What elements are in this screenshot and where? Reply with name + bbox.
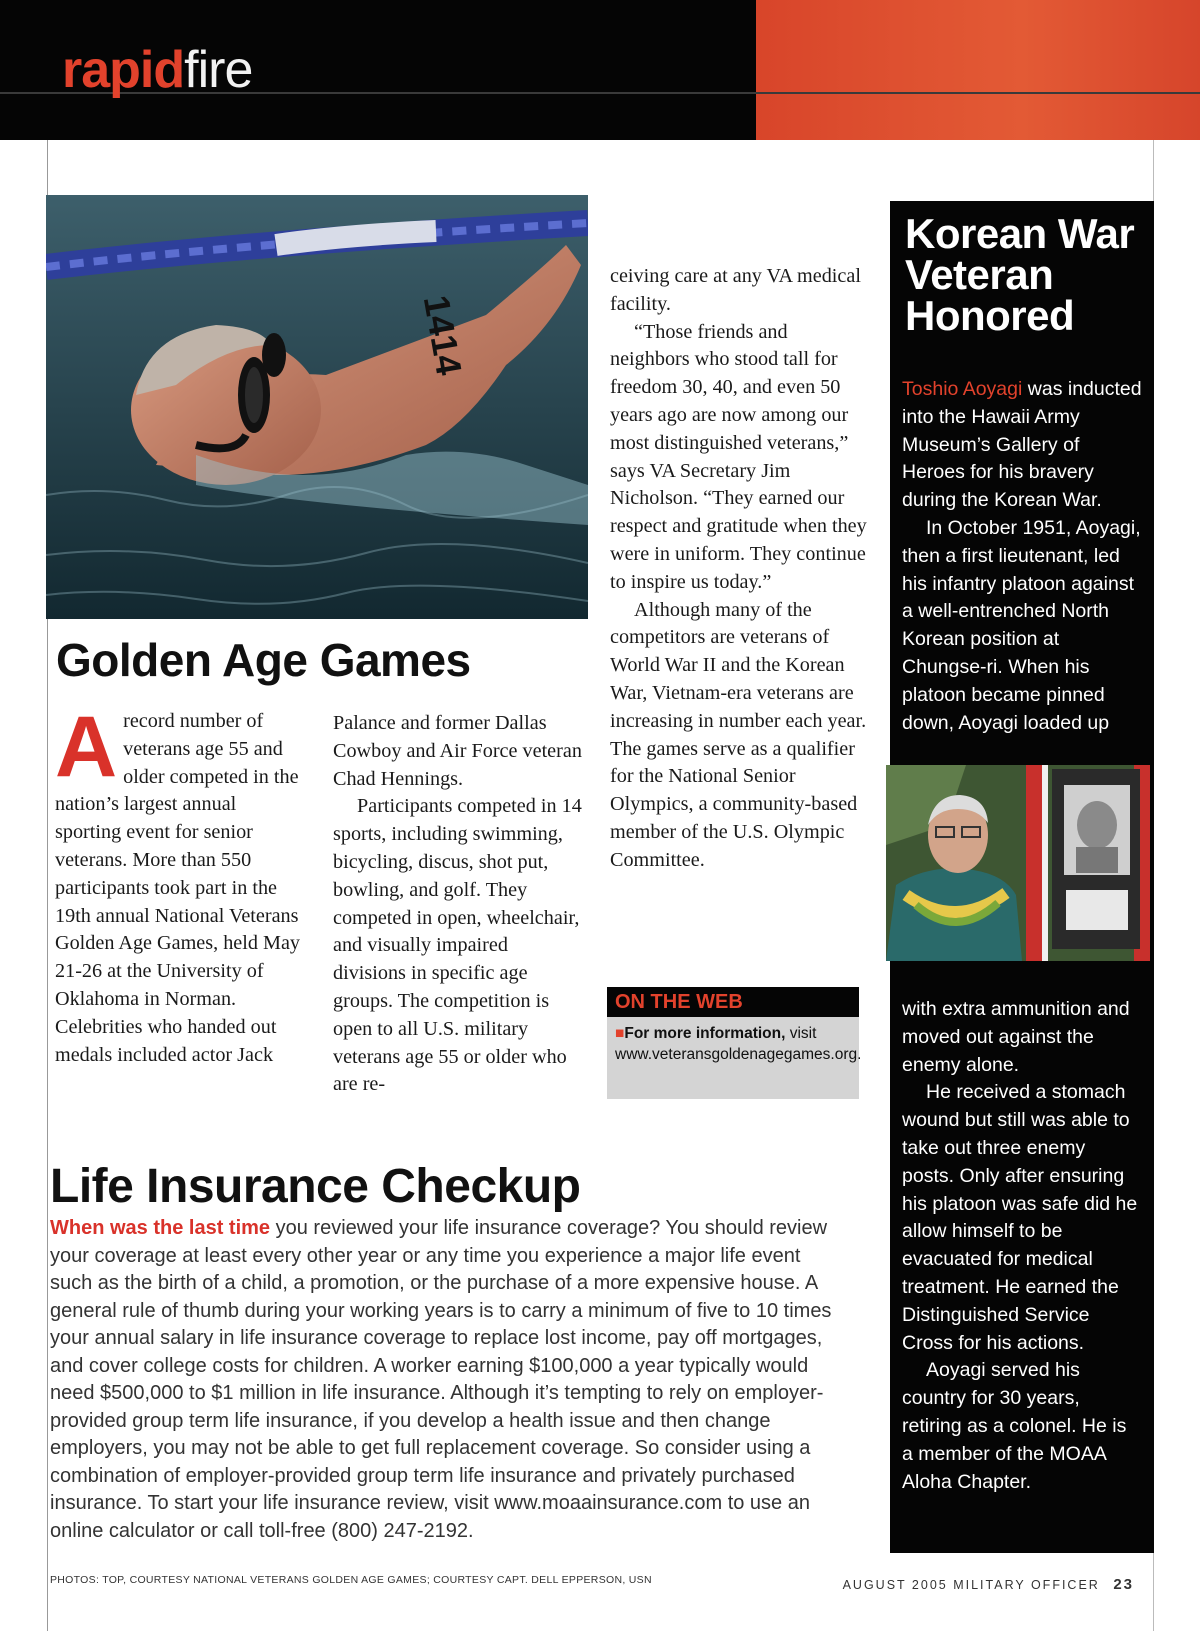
- web-link-text[interactable]: visit www.veteransgoldenagegames.org.: [615, 1025, 862, 1063]
- golden-col2-p2: Participants competed in 14 sports, including swimming, bicycling, discus, shot put, bowling, and golf. They competed in open, wheelchair, and visually impaired divisions in specific age groups. The competition is open to all U.S. military veterans age 55 or older who are re-: [333, 795, 582, 1096]
- korean-p4: He received a stomach wound but still was able to take out three enemy posts. Only after ensuring his platoon was safe did he allow himself to be evacuated for medical treatment. He earned the Distinguished Service Cross for his actions.: [902, 1081, 1138, 1354]
- magazine-name: MILITARY OFFICER: [953, 1578, 1100, 1592]
- section-logo: [62, 40, 252, 100]
- swimmer-photo: [46, 195, 588, 619]
- on-the-web-body: [607, 1017, 862, 1071]
- bullet-square-icon: ■: [615, 1025, 625, 1042]
- logo-rapid: rapid: [62, 41, 185, 99]
- korean-p2: In October 1951, Aoyagi, then a first lieutenant, led his infantry platoon against a well-entrenched North Korean position at Chungse-ri. When his platoon became pinned down, Aoyagi loaded up: [902, 516, 1141, 734]
- aoyagi-illustration: [886, 765, 1150, 961]
- masthead-bar: [0, 0, 1200, 140]
- arm-number: 1414: [415, 292, 471, 379]
- on-the-web-heading: ON THE WEB: [607, 987, 859, 1017]
- aoyagi-photo: [886, 765, 1150, 961]
- life-insurance-headline: Life Insurance Checkup: [50, 1160, 581, 1213]
- issue-date: AUGUST 2005: [842, 1578, 948, 1592]
- logo-fire: fire: [184, 41, 253, 99]
- photo-credit: PHOTOS: TOP, COURTESY NATIONAL VETERANS GOLDEN AGE GAMES; COURTESY CAPT. DELL EPPERSON, USN: [50, 1574, 652, 1586]
- golden-col3-p1: ceiving care at any VA medical facility.: [610, 265, 861, 315]
- korean-p5: Aoyagi served his country for 30 years, retiring as a colonel. He is a member of the MOAA Aloha Chapter.: [902, 1359, 1127, 1493]
- korean-sidebar-top-text: [902, 376, 1142, 737]
- on-the-web-box: [607, 987, 862, 1099]
- golden-col2-p1: Palance and former Dallas Cowboy and Air Force veteran Chad Hennings.: [333, 712, 582, 790]
- golden-col-1: [55, 699, 305, 1069]
- web-lead: For more information,: [624, 1025, 786, 1042]
- korean-p1: was inducted into the Hawaii Army Museum’s Gallery of Heroes for his bravery during the Korean War.: [902, 378, 1142, 512]
- golden-age-games-headline: Golden Age Games: [56, 634, 471, 686]
- korean-sidebar-bottom-text: [902, 996, 1142, 1496]
- golden-col3-p3: Although many of the competitors are veterans of World War II and the Korean War, Vietnam-era veterans are increasing in number each year. The games serve as a qualifier for the National Senior Olympics, a community-based member of the U.S. Olympic Committee.: [610, 598, 867, 871]
- golden-col-2: [333, 710, 585, 1099]
- golden-col1-text: record number of veterans age 55 and older competed in the nation’s largest annual sporting event for senior veterans. More than 550 participants took part in the 19th annual National Veterans Golden Age Games, held May 21-26 at the University of Oklahoma in Norman. Celebrities who handed out medals included actor Jack: [55, 710, 300, 1066]
- page-folio: [843, 1576, 1134, 1593]
- swimmer-illustration: [46, 195, 588, 619]
- masthead-red-block: [756, 0, 1200, 140]
- korean-lead-name: Toshio Aoyagi: [902, 378, 1023, 400]
- golden-col3-p2: “Those friends and neighbors who stood tall for freedom 30, 40, and even 50 years ago are now among our most distinguished veterans,” says VA Secretary Jim Nicholson. “They earned our respect and gratitude when they were in uniform. They continue to inspire us today.”: [610, 320, 867, 593]
- golden-col-3: [610, 263, 872, 875]
- portrait-plaque: [1052, 769, 1140, 949]
- korean-war-headline: Korean War Veteran Honored: [905, 210, 1135, 339]
- korean-p3: with extra ammunition and moved out against the enemy alone.: [902, 998, 1130, 1076]
- page-number: 23: [1113, 1576, 1134, 1593]
- drop-cap: A: [55, 699, 118, 795]
- life-text: you reviewed your life insurance coverage? You should review your coverage at least every other year or any time you experience a major life event such as the birth of a child, a promotion, or the purchase of a more expensive house. A general rule of thumb during your working years is to carry a minimum of five to 10 times your annual salary in life insurance coverage to replace lost income, pay off mortgages, and cover college costs for children. A worker earning $100,000 a year typically would need $500,000 to $1 million in life insurance. Although it’s tempting to rely on employer-provided group term life insurance, if you develop a health issue and then change employers, you may not be able to get full replacement coverage. So consider using a combination of employer-provided group term life insurance and privately purchased insurance. To start your life insurance review, visit www.moaainsurance.com to use an online calculator or call toll-free (800) 247-2192.: [50, 1217, 832, 1542]
- life-insurance-body: [50, 1215, 840, 1545]
- life-lead: When was the last time: [50, 1217, 271, 1239]
